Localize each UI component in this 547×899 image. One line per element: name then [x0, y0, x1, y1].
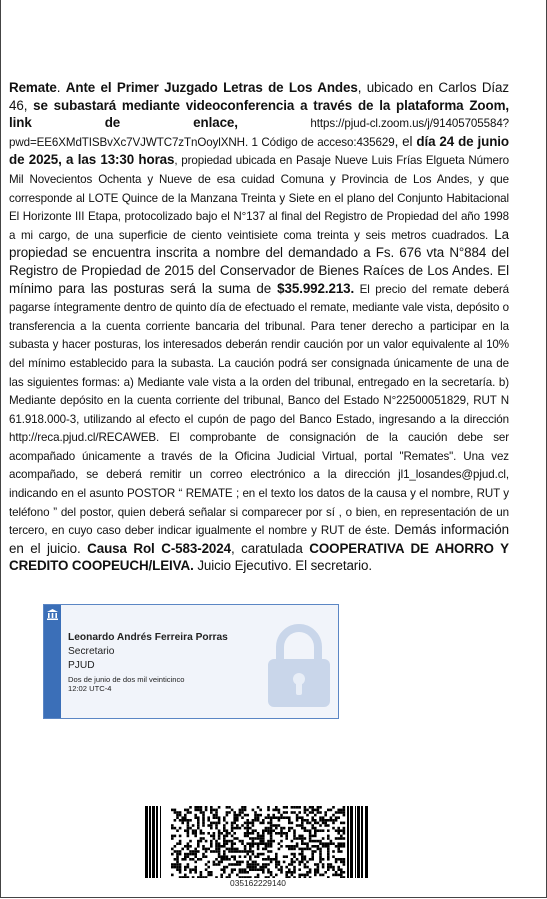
barcode-number: 035162229140	[230, 878, 286, 888]
signature-date: Dos de junio de dos mil veinticinco	[68, 675, 185, 684]
signer-name: Leonardo Andrés Ferreira Porras	[68, 632, 228, 643]
case-parties: COOPERATIVA DE AHORRO Y CREDITO COOPEUCH/LEIVA.	[9, 540, 509, 574]
minimum-amount: $35.992.213.	[277, 280, 355, 296]
signature-stripe	[44, 605, 61, 718]
payment-terms: El precio del remate deberá pagarse íntegramente dentro de quinto día de efectuado el remate, mediante vale vista, depósito o transferencia a la cuenta corriente bancaria del tribunal. Para tener derecho a participar en la subasta y hacer posturas, los interesados deberán rendir caución por un valor equivalente al 10% del mínimo establecido para la subasta. La caución podrá ser consignada únicamente de una de las siguientes formas: a) Mediante vale vista a la orden del tribunal, entregado en la secretaría. b) Mediante depósito en la cuenta corriente del tribunal, Banco del Estado N°22500051829, RUT N 61.918.000-3, utilizando al efecto el cupón de pago del Banco Estado, ingresando a la dirección http://reca.pjud.cl/RECAWEB. El comprobante de consignación de la caución debe ser acompañado únicamente a través de la Oficina Judicial Virtual, portal "Remates". Una vez acompañado, se deberá remitir un correo electrónico a la dirección jl1_losandes@pjud.cl, indicando en el asunto POSTOR “ REMATE ; en el texto los datos de la causa y el nombre, RUT y teléfono ” del postor, quien deberá señalar si comparecer por sí , o bien, en representación de un tercero, en cuyo caso deber indicar igualmente el nombre y RUT de éste.	[9, 282, 509, 538]
zoom-link: https://pjud-cl.zoom.us/j/91405705584?pwd=EE6XMdTISBvXc7VJWTC7zTnOoylXNH. 1 Código de acceso:435629	[9, 117, 510, 149]
signer-organization: PJUD	[68, 660, 95, 671]
court-name: Ante el Primer Juzgado Letras de Los Andes	[65, 80, 358, 95]
property-description: , propiedad ubicada en Pasaje Nueve Luis Frías Elgueta Número Mil Novecientos Ochenta y Nueve de esa cuidad Comuna y Provincia de Los Andes, y que corresponde al LOTE Quince de la Manzana Treinta y Siete en el plano del Conjunto Habitacional El Horizonte III Etapa, protocolizado bajo el N°137 al final del Registro de Propiedad del año 1998 a mi cargo, de una superficie de ciento veintisiete coma treinta y seis metros cuadrados.	[9, 154, 509, 242]
auction-method: se subastará mediante videoconferencia a través de la plataforma Zoom, link de enlace,	[9, 97, 509, 131]
signature-time: 12:02 UTC-4	[68, 684, 112, 693]
case-number: Causa Rol C-583-2024	[87, 540, 231, 556]
signer-role: Secretario	[68, 646, 115, 657]
auction-notice-text: Remate. Ante el Primer Juzgado Letras de Los Andes, ubicado en Carlos Díaz 46, se subastará mediante videoconferencia a través de la plataforma Zoom, link de enlace, https://pjud-cl.zoom.us/j/91405705584?pwd=EE6XMdTISBvXc7VJWTC7zTnOoylXNH. 1 Código de acceso:435629, el día 24 de junio de 2025, a las 13:30 horas, propiedad ubicada en Pasaje Nueve Luis Frías Elgueta Número Mil Novecientos Ochenta y Nueve de esa cuidad Comuna y Provincia de Los Andes, y que corresponde al LOTE Quince de la Manzana Treinta y Siete en el plano del Conjunto Habitacional El Horizonte III Etapa, protocolizado bajo el N°137 al final del Registro de Propiedad del año 1998 a mi cargo, de una superficie de ciento veintisiete coma treinta y seis metros cuadrados. La propiedad se encuentra inscrita a nombre del demandado a Fs. 676 vta N°884 del Registro de Propiedad de 2015 del Conservador de Bienes Raíces de Los Andes. El mínimo para las posturas será la suma de $35.992.213. El precio del remate deberá pagarse íntegramente dentro de quinto día de efectuado el remate, mediante vale vista, depósito o transferencia a la cuenta corriente bancaria del tribunal. Para tener derecho a participar en la subasta y hacer posturas, los interesados deberán rendir caución por un valor equivalente al 10% del mínimo establecido para la subasta. La caución podrá ser consignada únicamente de una de las siguientes formas: a) Mediante vale vista a la orden del tribunal, entregado en la secretaría. b) Mediante depósito en la cuenta corriente del tribunal, Banco del Estado N°22500051829, RUT N 61.918.000-3, utilizando al efecto el cupón de pago del Banco Estado, ingresando a la dirección http://reca.pjud.cl/RECAWEB. El comprobante de consignación de la caución debe ser acompañado únicamente a través de la Oficina Judicial Virtual, portal "Remates". Una vez acompañado, se deberá remitir un correo electrónico a la dirección jl1_losandes@pjud.cl, indicando en el asunto POSTOR “ REMATE ; en el texto los datos de la causa y el nombre, RUT y teléfono ” del postor, quien deberá señalar si comparecer por sí , o bien, en representación de un tercero, en cuyo caso deber indicar igualmente el nombre y RUT de éste. Demás información en el juicio. Causa Rol C-583-2024, caratulada COOPERATIVA DE AHORRO Y CREDITO COOPEUCH/LEIVA. Juicio Ejecutivo. El secretario.	[9, 80, 510, 574]
lock-icon	[258, 619, 339, 711]
auction-datetime: día 24 de junio de 2025, a las 13:30 horas	[9, 133, 509, 168]
electronic-signature-box	[43, 604, 339, 719]
bank-icon	[46, 608, 59, 621]
registry-info: La propiedad se encuentra inscrita a nombre del demandado a Fs. 676 vta N°884 del Registro de Propiedad de 2015 del Conservador de Bienes Raíces de Los Andes. El mínimo para las posturas será la suma de	[9, 226, 509, 296]
notice-title: Remate	[9, 80, 57, 95]
barcode	[145, 806, 371, 878]
